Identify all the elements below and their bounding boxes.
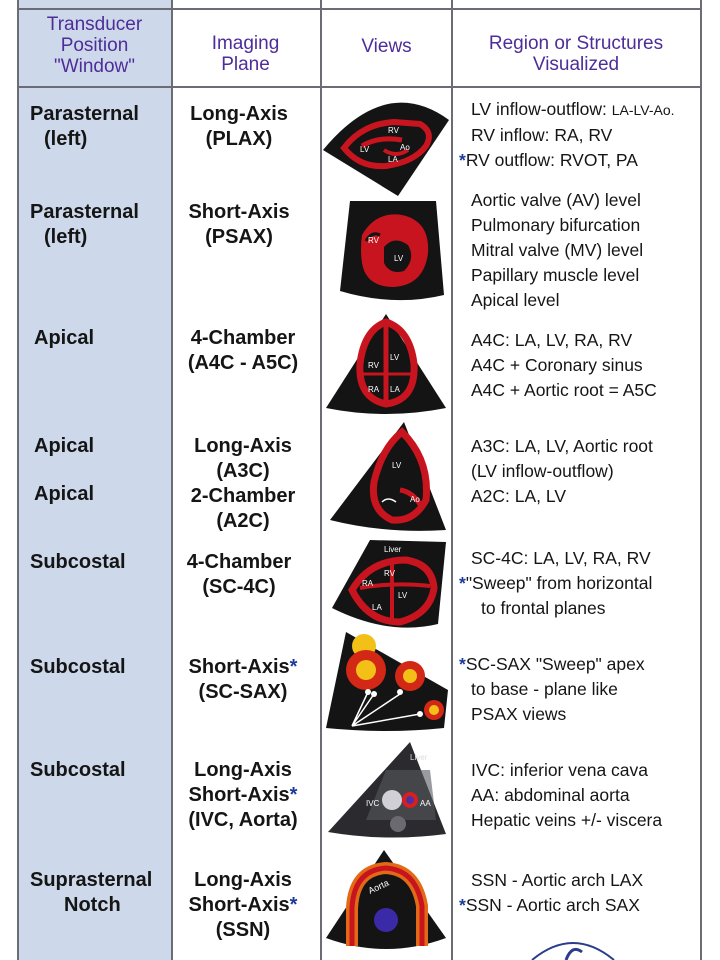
column-divider: [451, 0, 453, 960]
row-window-parasternal: Parasternal (left): [30, 201, 139, 248]
region-line: SSN - Aortic arch LAX: [471, 870, 644, 890]
region-line: *SC-SAX "Sweep" apex: [459, 654, 645, 674]
table-border-right: [700, 0, 702, 960]
row-plane-sc4c: 4-Chamber (SC-4C): [186, 551, 292, 598]
region-line: *SSN - Aortic arch SAX: [459, 895, 640, 915]
view-label-rv: RV: [368, 361, 379, 370]
region-line: IVC: inferior vena cava: [471, 760, 649, 780]
region-line: Pulmonary bifurcation: [471, 215, 641, 235]
region-line: LV inflow-outflow: LA-LV-Ao.: [471, 99, 675, 119]
region-line: A4C + Aortic root = A5C: [471, 380, 657, 400]
a4c-view-illustration: [324, 312, 448, 416]
region-line: *"Sweep" from horizontal: [459, 573, 653, 593]
row-region-psax: [471, 188, 643, 313]
view-label-rv: RV: [368, 236, 379, 245]
row-plane-a3c-a2c: Long-Axis (A3C) 2-Chamber (A2C): [190, 435, 296, 532]
view-label-lv: LV: [392, 461, 402, 470]
scsax-view-illustration: [324, 630, 450, 734]
row-plane-scsax: Short-Axis* (SC-SAX): [188, 656, 298, 703]
view-label-la: LA: [372, 603, 382, 612]
region-line: Apical level: [471, 290, 560, 310]
row-plane-ivc-aorta: Long-Axis Short-Axis* (IVC, Aorta): [188, 759, 298, 831]
view-label-lv: LV: [360, 145, 370, 154]
view-label-aa: AA: [420, 799, 431, 808]
row-region-plax: [459, 97, 675, 173]
a3c-view-illustration: [326, 420, 448, 532]
row-window-subcostal: Subcostal: [30, 656, 126, 678]
row-window-parasternal: Parasternal (left): [30, 103, 139, 150]
view-label-liver: Liver: [410, 753, 428, 762]
row-window-subcostal: Subcostal: [30, 759, 126, 781]
region-line: AA: abdominal aorta: [471, 785, 630, 805]
psax-view-illustration: [332, 195, 450, 301]
region-line: to base - plane like: [471, 679, 618, 699]
row-region-a3c-a2c: [471, 434, 653, 509]
view-label-la: LA: [390, 385, 400, 394]
row-region-ivc-aorta: [471, 758, 662, 833]
row-region-sc4c: [459, 546, 653, 621]
view-label-ra: RA: [368, 385, 380, 394]
row-plane-a4c: 4-Chamber (A4C - A5C): [187, 327, 299, 374]
view-label-ao: Ao: [410, 495, 420, 504]
view-label-rv: RV: [388, 126, 399, 135]
row-plane-plax: Long-Axis (PLAX): [190, 103, 288, 150]
region-line: Mitral valve (MV) level: [471, 240, 644, 260]
row-plane-ssn: Long-Axis Short-Axis* (SSN): [188, 869, 298, 941]
row-window-apical: Apical: [34, 327, 95, 349]
view-label-lv: LV: [394, 254, 404, 263]
region-line: A4C + Coronary sinus: [471, 355, 643, 375]
table-border-left: [17, 0, 19, 960]
header-region-structures: Region or Structures Visualized: [488, 33, 664, 75]
region-line: RV inflow: RA, RV: [471, 125, 613, 145]
row-plane-psax: Short-Axis (PSAX): [188, 201, 290, 248]
view-label-ra: RA: [362, 579, 374, 588]
view-label-lv: LV: [398, 591, 408, 600]
view-label-ivc: IVC: [366, 799, 380, 808]
view-label-aorta: Aorta: [366, 877, 391, 896]
plax-view-illustration: [322, 88, 450, 196]
row-region-a4c: [471, 328, 657, 403]
sc4c-view-illustration: [330, 538, 448, 634]
row-region-scsax: [459, 652, 645, 727]
region-line: *RV outflow: RVOT, PA: [459, 150, 638, 170]
region-line: Papillary muscle level: [471, 265, 640, 285]
view-label-rv: RV: [384, 569, 395, 578]
row-window-apical: Apical: [34, 483, 95, 505]
region-line: SC-4C: LA, LV, RA, RV: [471, 548, 651, 568]
table-border-top: [18, 8, 702, 10]
row-window-apical: Apical: [34, 435, 95, 457]
header-transducer-position: Transducer Position "Window": [46, 14, 143, 77]
region-line: to frontal planes: [481, 598, 606, 618]
row-region-ssn: [459, 868, 644, 918]
ivc-aorta-view-illustration: [326, 740, 448, 840]
view-label-liver: Liver: [384, 545, 402, 554]
region-line: Hepatic veins +/- viscera: [471, 810, 663, 830]
view-label-lv: LV: [390, 353, 400, 362]
row-window-subcostal: Subcostal: [30, 551, 126, 573]
region-line: A3C: LA, LV, Aortic root: [471, 436, 653, 456]
logo-partial-icon: [528, 930, 618, 960]
region-line: (LV inflow-outflow): [471, 461, 614, 481]
ssn-view-illustration: [324, 848, 448, 956]
row-window-suprasternal-notch: Suprasternal Notch: [30, 869, 153, 916]
view-label-la: LA: [388, 155, 398, 164]
view-label-ao: Ao: [400, 143, 410, 152]
region-line: PSAX views: [471, 704, 567, 724]
region-line: A2C: LA, LV: [471, 486, 567, 506]
header-views: Views: [361, 36, 412, 57]
region-line: Aortic valve (AV) level: [471, 190, 641, 210]
region-line: A4C: LA, LV, RA, RV: [471, 330, 633, 350]
header-imaging-plane: Imaging Plane: [211, 33, 280, 75]
